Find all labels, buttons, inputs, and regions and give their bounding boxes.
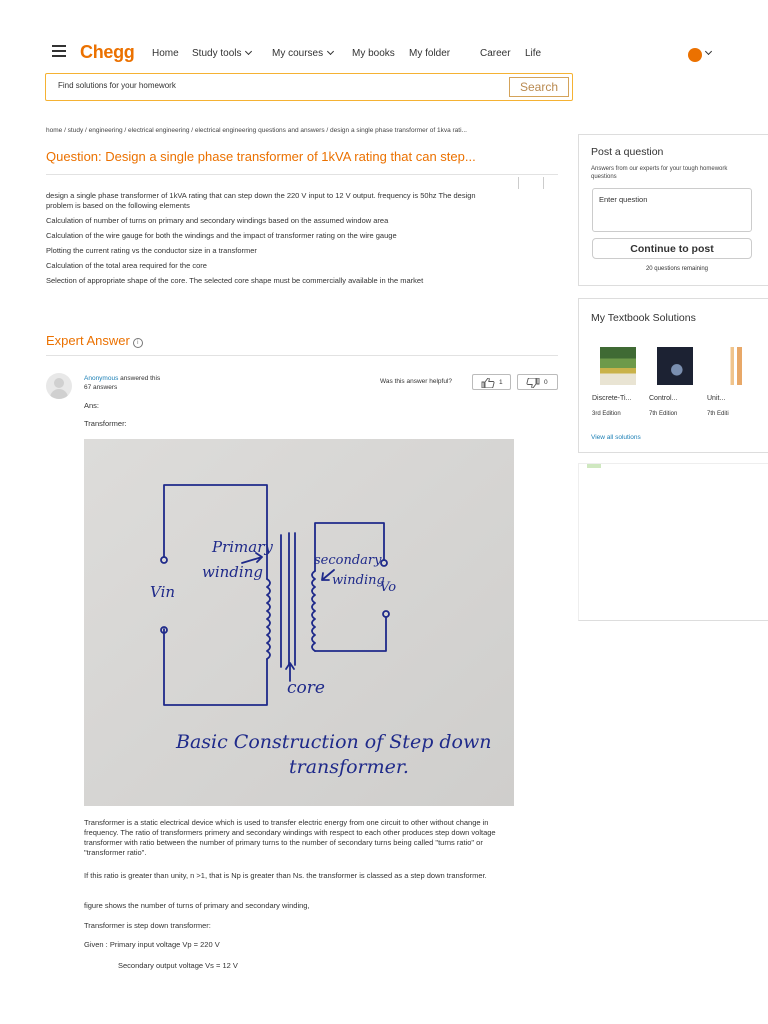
- helpful-prompt: Was this answer helpful?: [380, 378, 453, 385]
- chevron-down-icon: [245, 48, 252, 55]
- textbook-item[interactable]: [592, 347, 650, 417]
- answer-paragraph: [84, 871, 514, 881]
- post-question-subtitle: Answers from our experts for your tough homework questions: [591, 166, 728, 180]
- textbook-edition: 3rd Edition: [592, 411, 621, 417]
- vo-label: Vo: [380, 580, 397, 595]
- answer-paragraph-text: Transformer is a static electrical device which is used to transfer electric energy from one circuit to other without change in frequency. The ratio of transformers primery and secondary windings with respect to each other produces step down voltage transformer with ratio between the number of primary turns to the number of secondary turns being called "turns ratio" or "transformer ratio".: [84, 818, 496, 857]
- answer-meta: [84, 374, 160, 392]
- expert-answer-heading: [46, 333, 143, 349]
- nav-study-tools-label: Study tools: [192, 48, 242, 59]
- winding-label: winding: [202, 563, 263, 581]
- thumbs-up-button[interactable]: [472, 374, 511, 390]
- textbook-cover: [716, 347, 742, 385]
- question-paragraph: Calculation of the wire gauge for both the windings and the impact of transformer rating on the wire gauge: [46, 231, 397, 240]
- textbook-cover: [657, 347, 693, 385]
- divider: [518, 177, 519, 189]
- textbook-item[interactable]: [649, 347, 707, 417]
- search-bar: [45, 73, 573, 101]
- answerer-avatar: [46, 373, 72, 399]
- ad-placeholder: [578, 463, 768, 621]
- nav-life[interactable]: Life: [525, 48, 542, 59]
- answer-paragraph: [84, 901, 514, 911]
- view-all-solutions-link[interactable]: View all solutions: [591, 434, 641, 441]
- thumbs-up-count: 1: [499, 379, 503, 386]
- answers-count: 67 answers: [84, 384, 118, 391]
- expert-answer-title: Expert Answer: [46, 333, 130, 348]
- hamburger-menu-icon[interactable]: [52, 45, 66, 57]
- answer-paragraph: [118, 961, 514, 971]
- textbook-title: Unit...: [707, 395, 726, 402]
- nav-my-courses[interactable]: [272, 48, 333, 59]
- vin-label: Vin: [150, 583, 176, 601]
- breadcrumb[interactable]: home / study / engineering / electrical engineering / electrical engineering questions and answers / design a single phase transformer of 1kva rati...: [46, 127, 467, 134]
- caption-line2: transformer.: [289, 756, 409, 778]
- textbook-solutions-title: My Textbook Solutions: [591, 312, 696, 324]
- question-paragraph: Selection of appropriate shape of the core. The selected core shape must be commercially available in the market: [46, 276, 424, 285]
- question-paragraph: Calculation of the total area required for the core: [46, 261, 207, 270]
- answer-paragraph: [84, 940, 514, 950]
- answer-paragraph: [84, 921, 514, 931]
- textbook-solutions-card: [578, 298, 768, 453]
- question-title: Question: Design a single phase transformer of 1kVA rating that can step...: [46, 149, 476, 164]
- nav-my-folder[interactable]: My folder: [409, 48, 451, 59]
- info-icon[interactable]: i: [133, 338, 143, 348]
- answer-paragraph-text: Secondary output voltage Vs = 12 V: [118, 961, 238, 970]
- thumbs-down-count: 0: [544, 379, 548, 386]
- textbook-item[interactable]: [707, 347, 764, 417]
- search-button[interactable]: Search: [509, 77, 569, 97]
- account-chevron-down-icon[interactable]: [705, 48, 712, 55]
- answer-paragraph-text: figure shows the number of turns of primary and secondary winding,: [84, 901, 310, 910]
- answer-transformer-label: Transformer:: [84, 419, 127, 428]
- post-question-card: [578, 134, 768, 286]
- answer-paragraph-text: Given : Primary input voltage Vp = 220 V: [84, 940, 220, 949]
- question-input[interactable]: [599, 195, 739, 225]
- answer-author-link[interactable]: Anonymous: [84, 375, 119, 382]
- question-body: [46, 191, 496, 291]
- answered-text: answered this: [120, 375, 161, 382]
- core-label: core: [287, 678, 325, 698]
- chegg-logo[interactable]: Chegg: [80, 42, 135, 62]
- divider: [46, 174, 558, 175]
- textbook-title: Discrete-Ti...: [592, 395, 632, 402]
- divider: [46, 355, 558, 356]
- textbook-title: Control...: [649, 395, 678, 402]
- nav-my-books[interactable]: My books: [352, 48, 395, 59]
- caption-line1: Basic Construction of Step down: [176, 731, 492, 753]
- nav-study-tools[interactable]: [192, 48, 251, 59]
- question-input-box: [592, 188, 752, 232]
- transformer-sketch: [84, 439, 514, 806]
- question-paragraph: Plotting the current rating vs the conductor size in a transformer: [46, 246, 257, 255]
- thumbs-down-button[interactable]: [517, 374, 558, 390]
- thumbs-up-icon: [481, 378, 495, 388]
- question-paragraph: Calculation of number of turns on primary and secondary windings based on the assumed window area: [46, 216, 389, 225]
- answer-paragraph-text: If this ratio is greater than unity, n >1, that is Np is greater than Ns. the transformer is classed as a step down transformer.: [84, 871, 487, 880]
- textbook-cover: [600, 347, 636, 385]
- answer-paragraph: [84, 818, 514, 858]
- nav-my-courses-label: My courses: [272, 48, 324, 59]
- user-avatar[interactable]: [688, 48, 702, 62]
- primary-label: Primary: [212, 538, 273, 556]
- post-question-title: Post a question: [591, 146, 664, 158]
- continue-to-post-button[interactable]: Continue to post: [592, 238, 752, 259]
- textbook-edition: 7th Editi: [707, 411, 729, 417]
- nav-home[interactable]: Home: [152, 48, 179, 59]
- answer-ans-label: Ans:: [84, 401, 100, 410]
- secondary-winding-label: winding: [332, 573, 385, 588]
- transformer-diagram-image: [84, 439, 514, 806]
- chevron-down-icon: [327, 48, 334, 55]
- answer-paragraph-text: Transformer is step down transformer:: [84, 921, 211, 930]
- search-input[interactable]: [56, 80, 500, 91]
- nav-career[interactable]: Career: [480, 48, 511, 59]
- thumbs-down-icon: [526, 378, 540, 388]
- top-navigation: [0, 38, 768, 70]
- question-paragraph: design a single phase transformer of 1kVA rating that can step down the 220 V input to 12 V output. frequency is 50hz The design problem is based on the following elements: [46, 191, 476, 210]
- secondary-label: secondary: [314, 553, 382, 568]
- questions-remaining: 20 questions remaining: [645, 266, 709, 272]
- textbook-edition: 7th Edition: [649, 411, 678, 417]
- divider: [543, 177, 544, 189]
